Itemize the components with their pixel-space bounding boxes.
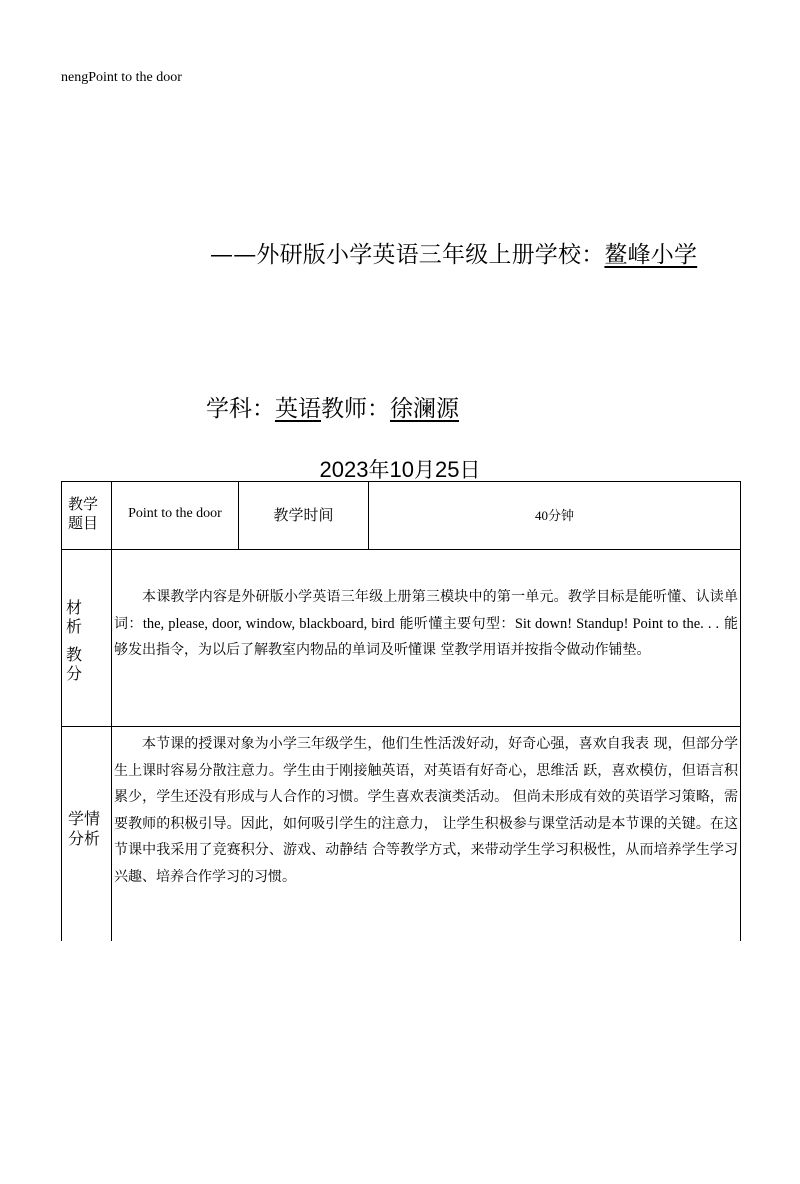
material-label-char-2: 析 <box>66 617 83 636</box>
date-day-char: 日 <box>459 458 481 482</box>
date-month-char: 月 <box>413 458 435 482</box>
subtitle-prefix: ——外研版小学英语三年级上册学校： <box>210 242 605 268</box>
school-name: 鳌峰小学 <box>604 242 698 268</box>
title-label-cell <box>62 482 112 549</box>
date-year-char: 年 <box>368 458 390 482</box>
date-day: 25 <box>434 457 460 482</box>
table-row-student-analysis <box>62 727 740 941</box>
date-year: 2023 <box>319 457 369 482</box>
title-label-line1: 教学 <box>68 495 99 513</box>
student-analysis-text: 本节课的授课对象为小学三年级学生，他们生性活泼好动，好奇心强，喜欢自我表 现，但部分学生上课时容易分散注意力。学生由于刚接触英语，对英语有好奇心，思维活 跃，喜欢模仿，但语言积累少，学生还没有形成与人合作的习惯。学生喜欢表演类活动。 但尚未形成有效的英语学习策略，需要教师的积极引导。因此，如何吸引学生的注意力， 让学生积极参与课堂活动是本节课的关键。在这节课中我采用了竞赛积分、游戏、动静结 合等教学方式，来带动学生学习积极性，从而培养学生学习兴趣、培养合作学习的习惯。 <box>114 736 738 885</box>
date-month: 10 <box>389 457 414 482</box>
material-label-cell <box>62 550 112 726</box>
table-row-material-analysis <box>62 550 740 727</box>
material-analysis-text: 本课教学内容是外研版小学英语三年级上册第三模块中的第一单元。教学目标是能听懂、认读单词：the, please, door, window, blackboard, bird 能听懂主要句型：Sit down! Standup! Point to the. . . 能够发出指令，为以后了解教室内物品的单词及听懂课 堂教学用语并按指令做动作铺垫。 <box>114 589 739 658</box>
subject-label: 学科： <box>206 396 275 422</box>
lesson-title-cell <box>112 482 239 549</box>
student-label-line2: 分析 <box>68 829 101 848</box>
material-label-char-3: 教 <box>66 645 83 664</box>
subject-teacher-line <box>206 390 459 423</box>
time-value: 40分钟 <box>534 507 574 523</box>
time-value-cell <box>369 482 740 549</box>
student-label-line1: 学情 <box>68 809 101 828</box>
material-label-char-4: 分 <box>66 664 83 683</box>
material-label-char-1: 材 <box>66 598 83 617</box>
title-label-line2: 题目 <box>68 514 99 532</box>
table-row-title <box>62 482 740 550</box>
time-label: 教学时间 <box>273 505 334 524</box>
time-label-cell <box>239 482 369 549</box>
student-text-cell <box>112 727 740 941</box>
subtitle <box>210 236 697 269</box>
subject-value: 英语 <box>275 396 321 422</box>
teacher-value: 徐澜源 <box>390 396 459 422</box>
header-top-line: nengPoint to the door <box>61 70 182 85</box>
lesson-title: Point to the door <box>128 506 222 521</box>
material-text-cell <box>112 550 740 726</box>
student-label-cell <box>62 727 112 941</box>
teacher-label: 教师： <box>321 396 390 422</box>
lesson-plan-table <box>61 481 741 941</box>
